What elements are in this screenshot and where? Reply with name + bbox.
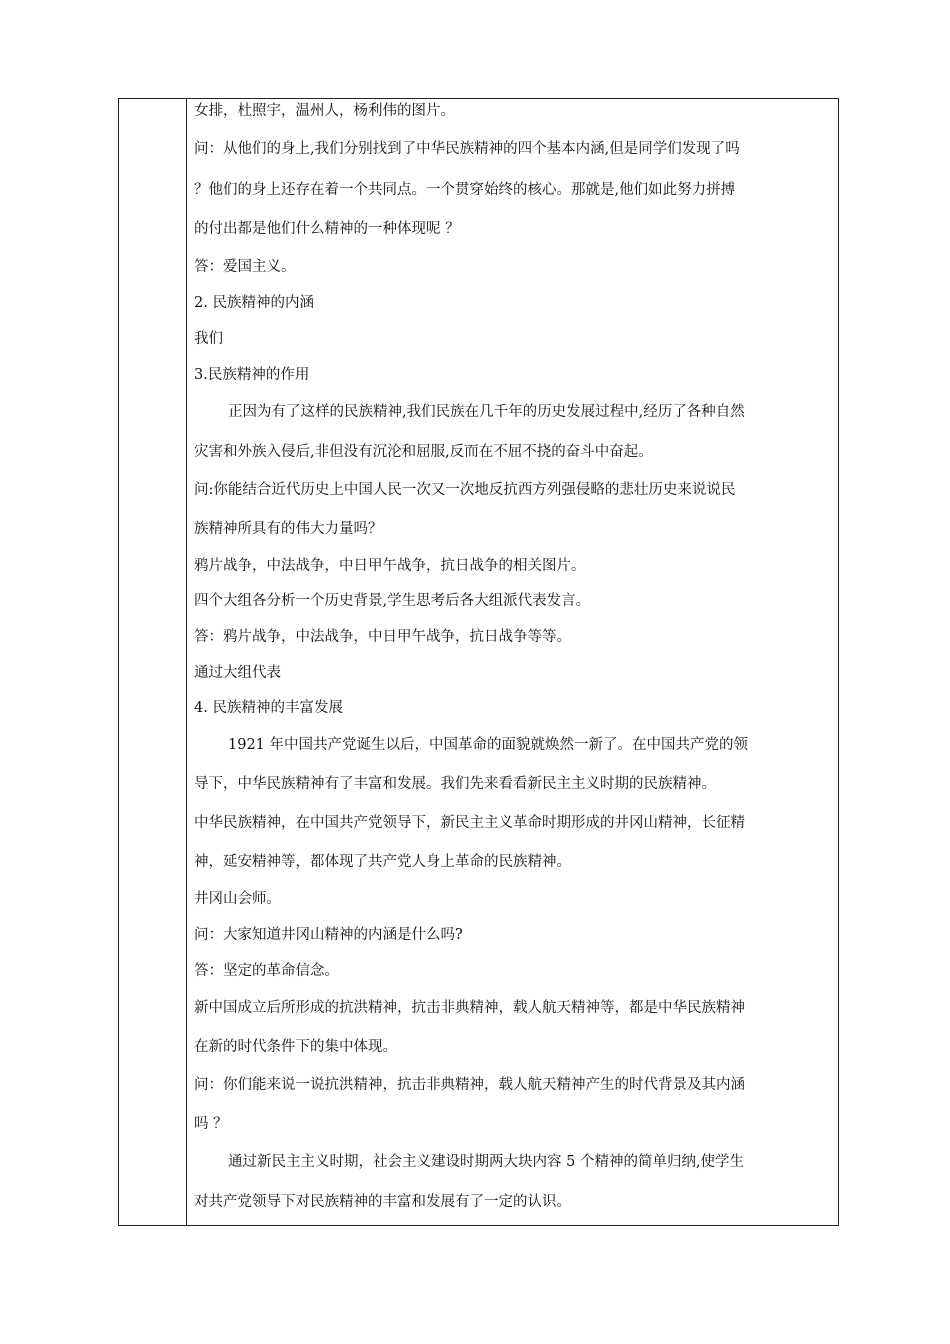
text-line: 四个大组各分析一个历史背景,学生思考后各大组派代表发言。	[194, 593, 591, 609]
text-line: 井冈山会师。	[194, 891, 281, 907]
text-line: 通过大组代表	[194, 665, 281, 681]
text-line: 中华民族精神，在中国共产党领导下，新民主主义革命时期形成的井冈山精神，长征精	[194, 815, 745, 831]
text-line: 灾害和外族入侵后,非但没有沉沦和屈服,反而在不屈不挠的奋斗中奋起。	[194, 444, 653, 460]
text-line: 族精神所具有的伟大力量吗？	[194, 521, 383, 537]
text-line: 神，延安精神等，都体现了共产党人身上革命的民族精神。	[194, 854, 571, 870]
text-line: 对共产党领导下对民族精神的丰富和发展有了一定的认识。	[194, 1194, 571, 1210]
paragraph-line: 通过新民主主义时期，社会主义建设时期两大块内容 5 个精神的简单归纳,使学生	[228, 1154, 745, 1170]
text-line: 导下，中华民族精神有了丰富和发展。我们先来看看新民主主义时期的民族精神。	[194, 776, 716, 792]
text-line: 鸦片战争，中法战争，中日甲午战争，抗日战争的相关图片。	[194, 558, 586, 574]
text-line: 在新的时代条件下的集中体现。	[194, 1039, 397, 1055]
text-line: 答：鸦片战争，中法战争，中日甲午战争，抗日战争等等。	[194, 629, 571, 645]
section-heading: 2. 民族精神的内涵	[194, 295, 314, 311]
table-left-cell	[119, 99, 186, 1225]
text-line: 我们	[194, 331, 223, 347]
text-line: 新中国成立后所形成的抗洪精神，抗击非典精神，载人航天精神等，都是中华民族精神	[194, 1000, 745, 1016]
text-line: 的付出都是他们什么精神的一种体现呢 ？	[194, 221, 460, 237]
paragraph-line: 正因为有了这样的民族精神,我们民族在几千年的历史发展过程中,经历了各种自然	[228, 404, 745, 420]
paragraph-line: 1921 年中国共产党诞生以后，中国革命的面貌就焕然一新了。在中国共产党的领	[228, 737, 749, 753]
text-line: 答：爱国主义。	[194, 259, 296, 275]
text-line: 问：从他们的身上,我们分别找到了中华民族精神的四个基本内涵,但是同学们发现了吗	[194, 141, 740, 157]
section-heading: 3.民族精神的作用	[194, 367, 310, 383]
text-line: 问：你们能来说一说抗洪精神，抗击非典精神，载人航天精神产生的时代背景及其内涵	[194, 1077, 745, 1093]
column-divider	[186, 99, 187, 1225]
text-line: 问：大家知道井冈山精神的内涵是什么吗?	[194, 927, 463, 943]
text-line: 吗 ？	[194, 1116, 228, 1132]
text-line: 问:你能结合近代历史上中国人民一次又一次地反抗西方列强侵略的悲壮历史来说说民	[194, 482, 736, 498]
text-line: 答：坚定的革命信念。	[194, 963, 339, 979]
text-line: 女排，杜照宇，温州人，杨利伟的图片。	[194, 103, 455, 119]
section-heading: 4. 民族精神的丰富发展	[194, 700, 343, 716]
text-line: ？他们的身上还存在着一个共同点。一个贯穿始终的核心。那就是,他们如此努力拼搏	[194, 182, 736, 198]
